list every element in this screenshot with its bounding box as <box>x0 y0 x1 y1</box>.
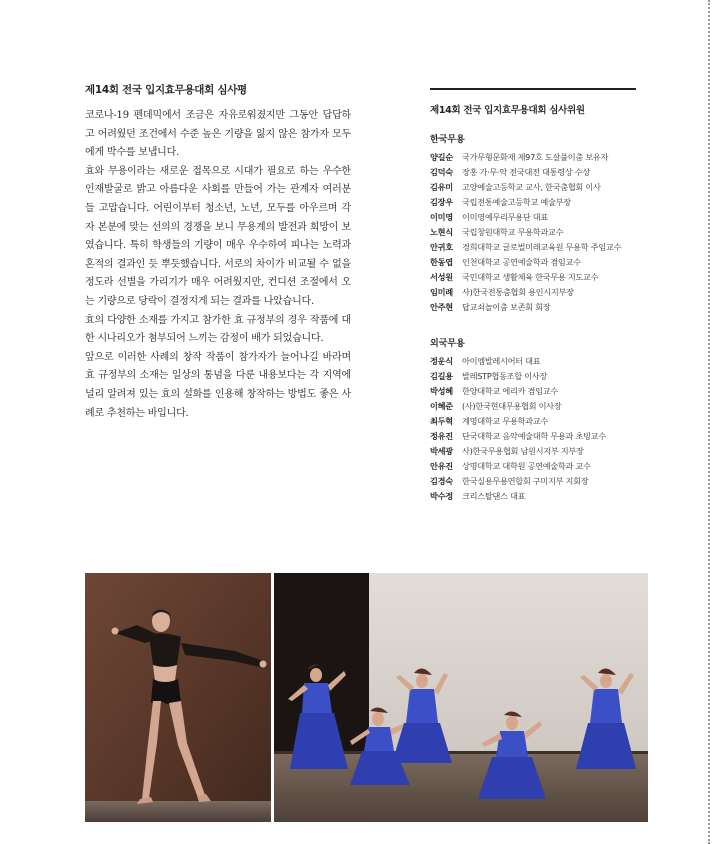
judge-row <box>430 210 645 225</box>
judge-row <box>430 150 645 165</box>
judge-row <box>430 165 645 180</box>
judge-role: 고양예술고등학교 교사, 한국춤협회 이사 <box>462 182 601 192</box>
judge-name: 이미영 <box>430 212 453 222</box>
judge-row <box>430 474 645 489</box>
judge-role: 인천대학교 공연예술학과 겸임교수 <box>462 257 581 267</box>
review-paragraph-3: 효의 다양한 소재를 가지고 참가한 효 규정부의 경우 작품에 대한 시나리오가 첨부되어 느끼는 감정이 배가 되었습니다. <box>85 314 351 345</box>
judges-section <box>430 88 645 504</box>
judge-role: 장홍 가·무·악 전국대전 대통령상 수상 <box>462 167 590 177</box>
judge-row <box>430 300 645 315</box>
judge-row <box>430 429 645 444</box>
judge-row <box>430 195 645 210</box>
judge-role: 답교쇠놀이춤 보존회 회장 <box>462 302 551 312</box>
judge-row <box>430 270 645 285</box>
review-title: 제14회 전국 입지효무용대회 심사평 <box>85 84 247 96</box>
judge-name: 한동엽 <box>430 257 453 267</box>
judge-row <box>430 240 645 255</box>
judge-row <box>430 444 645 459</box>
review-body <box>85 107 351 423</box>
judges-top-rule <box>430 88 636 90</box>
judge-name: 노현식 <box>430 227 453 237</box>
judge-role: 계명대학교 무용학과교수 <box>462 416 549 426</box>
judge-role: 상명대학교 대학원 공연예술학과 교수 <box>462 461 591 471</box>
judge-role: 국민대학교 생활체육 한국무용 지도교수 <box>462 272 599 282</box>
judges-title: 제14회 전국 입지효무용대회 심사위원 <box>430 105 585 116</box>
foreign-judges-list <box>430 354 645 504</box>
judge-role: 국가무형문화재 제97호 도살풀이춤 보유자 <box>462 152 609 162</box>
judge-role: 아이엠발레시어터 대표 <box>462 356 541 366</box>
foreign-dance-heading: 외국무용 <box>430 339 465 349</box>
judge-name: 양길순 <box>430 152 453 162</box>
judge-row <box>430 459 645 474</box>
judge-row <box>430 285 645 300</box>
judge-name: 박세광 <box>430 446 453 456</box>
judge-name: 안주현 <box>430 302 453 312</box>
judge-name: 안귀호 <box>430 242 453 252</box>
judge-name: 서성원 <box>430 272 453 282</box>
page-edge-dotted-line <box>708 0 710 844</box>
review-paragraph-2: 효와 무용이라는 새로운 접목으로 시대가 필요로 하는 우수한 인재발굴로 밝고 아름다운 사회를 만들어 가는 관계자 여러분들 고맙습니다. 어린이부터 청소년, 노년, 모두를 아우르며 각자 본분에 맞는 선의의 경쟁을 보니 무용계의 발전과 희망이 보였습니다. 특히 학생들의 기량이 매우 우수하여 피나는 노력과 혼적의 결과인 듯 뿌듯했습니다. 서로의 차이가 비교될 수 없을 정도라 선별을 가리기가 매우 어려웠지만, 컨디션 조절에서 오는 기량으로 당락이 결정지게 되는 결과를 나았습니다. <box>85 165 351 307</box>
judge-name: 최두혁 <box>430 416 453 426</box>
judge-name: 김덕숙 <box>430 167 453 177</box>
judge-row <box>430 414 645 429</box>
judge-name: 박성혜 <box>430 386 453 396</box>
judge-role: 한양대학교 에리카 겸임교수 <box>462 386 558 396</box>
judge-name: 안유진 <box>430 461 453 471</box>
review-paragraph-1: 코로나-19 펜데믹에서 조금은 자유로워졌지만 그동안 답답하고 어려웠던 조건에서 수준 높은 기량을 잃지 않은 참가자 모두에게 박수를 보냅니다. <box>85 110 351 159</box>
judge-name: 정운식 <box>430 356 453 366</box>
judge-role: 이미영예무리무용단 대표 <box>462 212 549 222</box>
judge-role: 크리스탈댄스 대표 <box>462 491 526 501</box>
judge-role: 경희대학교 글로벌미래교육원 무용학 주임교수 <box>462 242 622 252</box>
judge-row <box>430 369 645 384</box>
judge-name: 김장우 <box>430 197 453 207</box>
korean-dance-heading: 한국무용 <box>430 135 465 145</box>
judge-row <box>430 255 645 270</box>
judge-row <box>430 180 645 195</box>
judge-role: 국립창원대학교 무용학과교수 <box>462 227 564 237</box>
group-dancers-photo <box>274 573 648 822</box>
judge-name: 임미례 <box>430 287 453 297</box>
review-section <box>85 82 351 423</box>
judge-role: 사)한국무용협회 남원시지부 지부장 <box>462 446 584 456</box>
judge-name: 김길용 <box>430 371 453 381</box>
judge-name: 김경숙 <box>430 476 453 486</box>
solo-dancer-photo <box>85 573 271 822</box>
judge-role: 사)한국전통춤협회 용인시지부장 <box>462 287 574 297</box>
judge-name: 정유진 <box>430 431 453 441</box>
judge-role: 단국대학교 음악예술대학 무용과 초빙교수 <box>462 431 606 441</box>
review-paragraph-4: 앞으로 이러한 사례의 창작 작품이 참가자가 늘어나길 바라며 효 규정부의 소재는 일상의 통념을 다룬 내용보다는 각 지역에 널리 알려져 있는 효의 설화를 인용해 창작하는 방법도 좋은 사례로 추천하는 바입니다. <box>85 351 351 419</box>
judge-row <box>430 354 645 369</box>
judge-role: 한국실용무용연합회 구미지부 지회장 <box>462 476 589 486</box>
judge-name: 김유미 <box>430 182 453 192</box>
judge-row <box>430 399 645 414</box>
judge-role: (사)한국현대무용협회 이사장 <box>462 401 562 411</box>
judge-role: 발레STP협동조합 이사장 <box>462 371 548 381</box>
judge-name: 이혜준 <box>430 401 453 411</box>
judge-row <box>430 225 645 240</box>
judge-row <box>430 384 645 399</box>
judge-name: 박수정 <box>430 491 453 501</box>
korean-judges-list <box>430 150 645 315</box>
judge-row <box>430 489 645 504</box>
judge-role: 국립전통예술고등학교 예술부장 <box>462 197 571 207</box>
